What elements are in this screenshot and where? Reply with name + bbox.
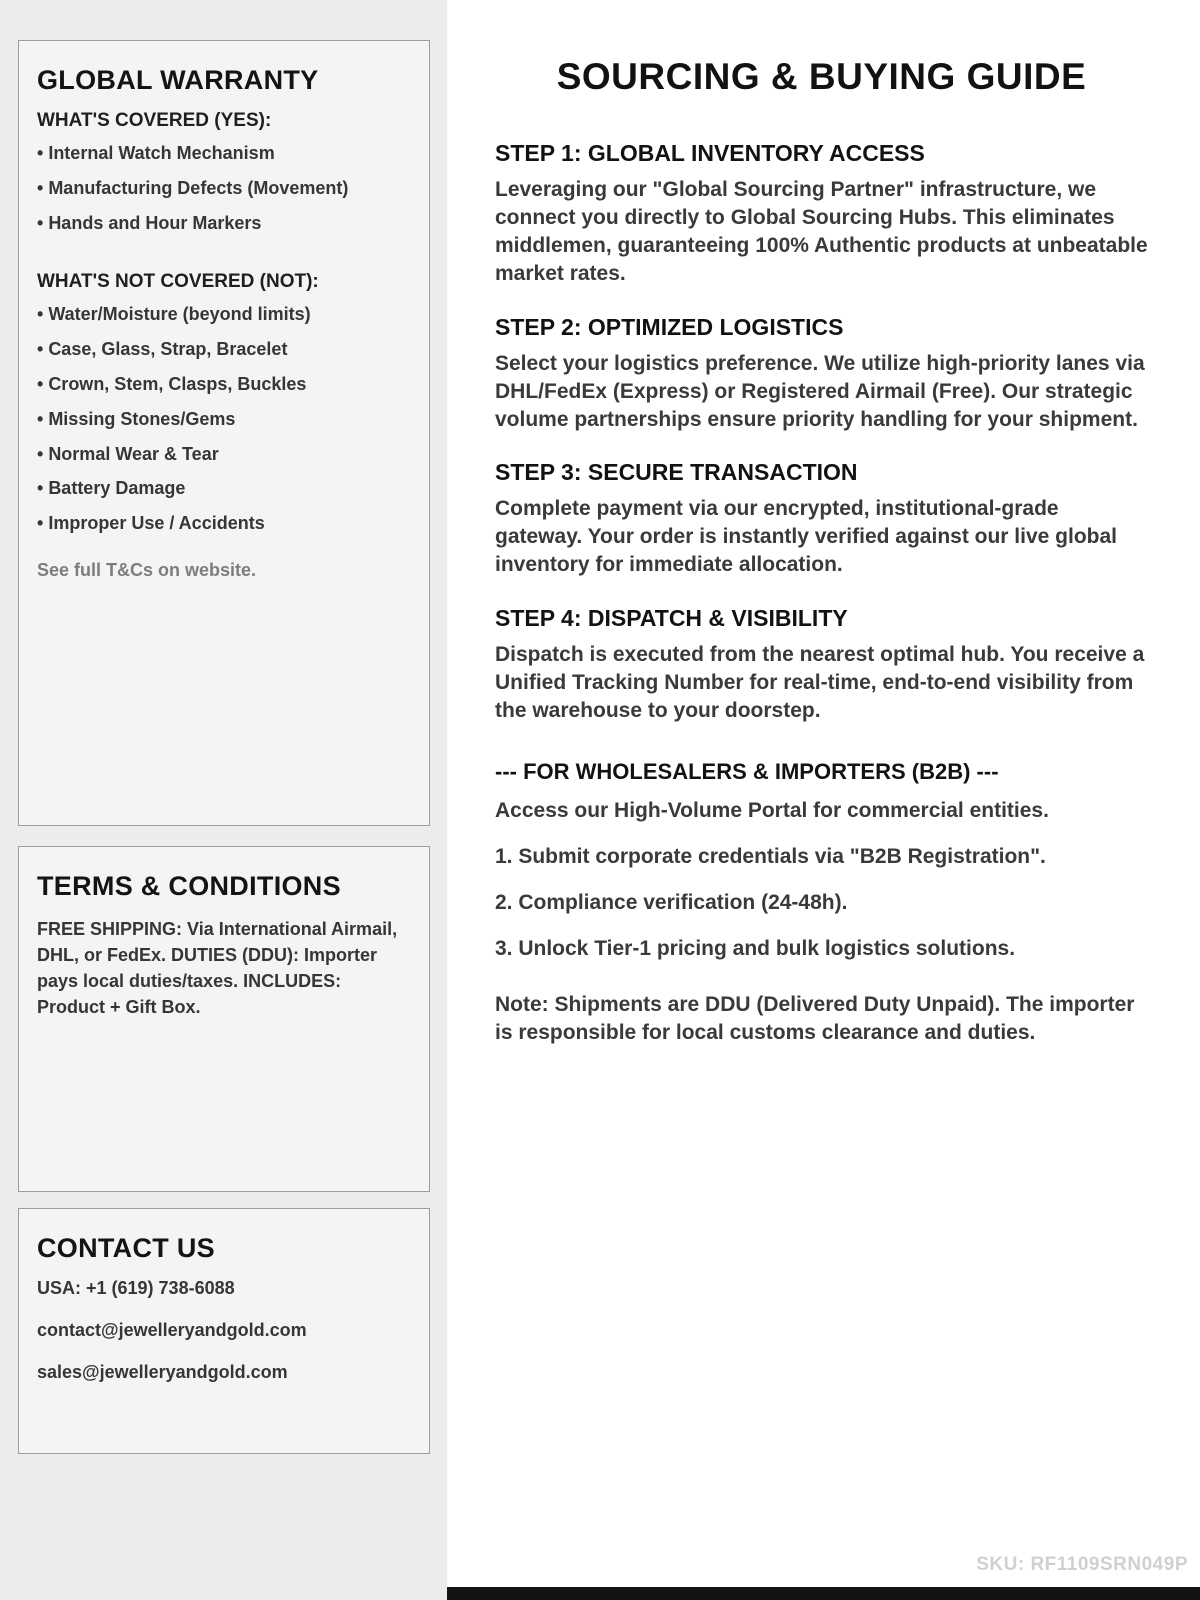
b2b-section [495,759,1148,1047]
main-content [447,0,1200,1600]
covered-item: • Internal Watch Mechanism [37,144,409,164]
not-covered-subheading: WHAT'S NOT COVERED (NOT): [37,271,319,293]
not-covered-list [37,305,409,534]
warranty-footnote: See full T&Cs on website. [37,559,257,580]
covered-list [37,144,409,233]
warranty-title: GLOBAL WARRANTY [37,65,319,95]
step-3-heading: STEP 3: SECURE TRANSACTION [495,459,858,486]
step-4-heading: STEP 4: DISPATCH & VISIBILITY [495,605,848,632]
step-2-body: Select your logistics preference. We utilize high-priority lanes via DHL/FedEx (Express) or Registered Airmail (Free). Our strategic volume partnerships ensure priority handling for your shipment. [495,351,1145,431]
page-title: SOURCING & BUYING GUIDE [556,56,1087,97]
not-covered-item: • Case, Glass, Strap, Bracelet [37,340,409,360]
b2b-intro: Access our High-Volume Portal for commercial entities. [495,798,1049,822]
warranty-panel [18,40,430,826]
b2b-note: Note: Shipments are DDU (Delivered Duty Unpaid). The importer is responsible for local customs clearance and duties. [495,992,1135,1044]
contact-email-primary: contact@jewelleryandgold.com [37,1320,307,1340]
step-1 [495,140,1148,288]
step-2 [495,314,1148,434]
not-covered-item: • Crown, Stem, Clasps, Buckles [37,375,409,395]
b2b-item: 3. Unlock Tier-1 pricing and bulk logistics solutions. [495,936,1016,960]
b2b-item: 1. Submit corporate credentials via "B2B Registration". [495,844,1046,868]
terms-body: FREE SHIPPING: Via International Airmail, DHL, or FedEx. DUTIES (DDU): Importer pays local duties/taxes. INCLUDES: Product + Gift Box. [37,919,398,1018]
not-covered-item: • Battery Damage [37,479,409,499]
terms-title: TERMS & CONDITIONS [37,871,341,901]
terms-panel [18,846,430,1192]
contact-title: CONTACT US [37,1233,215,1263]
not-covered-item: • Water/Moisture (beyond limits) [37,305,409,325]
covered-item: • Manufacturing Defects (Movement) [37,179,409,199]
step-3 [495,459,1148,579]
not-covered-item: • Improper Use / Accidents [37,514,409,534]
bottom-divider-bar [447,1587,1200,1600]
step-4-body: Dispatch is executed from the nearest optimal hub. You receive a Unified Tracking Number for real-time, end-to-end visibility from the warehouse to your doorstep. [495,643,1145,723]
contact-panel [18,1208,430,1454]
not-covered-item: • Normal Wear & Tear [37,445,409,465]
contact-phone: USA: +1 (619) 738-6088 [37,1278,235,1298]
b2b-heading: --- FOR WHOLESALERS & IMPORTERS (B2B) --- [495,758,999,784]
step-1-heading: STEP 1: GLOBAL INVENTORY ACCESS [495,140,925,166]
not-covered-item: • Missing Stones/Gems [37,410,409,430]
b2b-item: 2. Compliance verification (24-48h). [495,890,848,914]
step-1-body: Leveraging our "Global Sourcing Partner" infrastructure, we connect you directly to Global Sourcing Hubs. This eliminates middlemen, guaranteeing 100% Authentic products at unbeatable market rates. [495,178,1148,285]
step-4 [495,605,1148,725]
step-3-body: Complete payment via our encrypted, institutional-grade gateway. Your order is instantly verified against our live global inventory for immediate allocation. [495,497,1118,577]
sku-label: SKU: RF1109SRN049P [976,1554,1188,1575]
sidebar [0,0,447,1600]
contact-email-sales: sales@jewelleryandgold.com [37,1362,288,1382]
covered-subheading: WHAT'S COVERED (YES): [37,110,272,131]
covered-item: • Hands and Hour Markers [37,214,409,234]
step-2-heading: STEP 2: OPTIMIZED LOGISTICS [495,313,844,340]
